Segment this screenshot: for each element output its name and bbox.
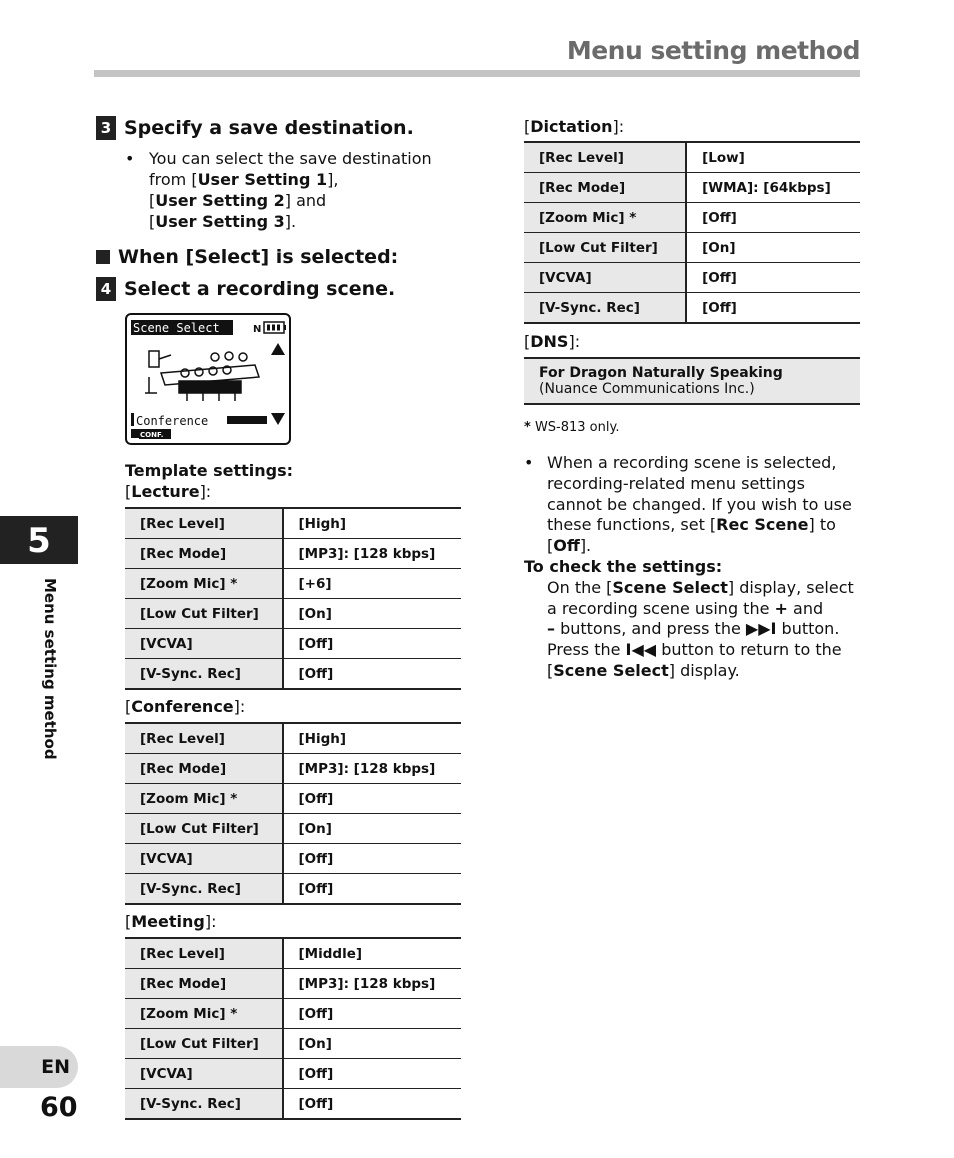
table-row: [524, 203, 860, 233]
text-run: ]:: [612, 117, 625, 136]
text-line: [547, 661, 860, 682]
text-run: ] display, select: [727, 577, 854, 597]
dns-box: [524, 357, 860, 405]
setting-value-cell: [Off]: [283, 784, 461, 814]
footnote-star: *: [524, 420, 531, 435]
scene-note-text: [547, 453, 860, 557]
dns-title: For Dragon Naturally Speaking: [539, 365, 783, 381]
text-run: [: [524, 332, 531, 351]
setting-name-cell: [Low Cut Filter]: [125, 1029, 283, 1059]
down-arrow-icon: [271, 413, 285, 425]
setting-value-cell: [On]: [283, 599, 461, 629]
text-line: [547, 599, 860, 620]
text-run: User Setting 1: [197, 170, 328, 189]
text-run: ]:: [199, 482, 212, 501]
when-select-text: When [Select] is selected:: [118, 246, 399, 268]
text-run: On the [: [547, 577, 613, 597]
text-run: cannot be changed. If you wish to use: [547, 494, 852, 514]
page-number: 60: [40, 1092, 78, 1123]
text-run: ]:: [233, 697, 246, 716]
setting-value-cell: [MP3]: [128 kbps]: [283, 539, 461, 569]
text-run: [: [149, 212, 156, 231]
lcd-folder-icon: [131, 429, 139, 438]
setting-value-cell: [On]: [686, 233, 860, 263]
text-line: [547, 619, 860, 640]
conference-table: [125, 722, 461, 905]
text-run: these functions, set [: [547, 515, 717, 535]
text-run: [: [547, 536, 554, 556]
lcd-screen: [125, 313, 291, 445]
text-line: [547, 536, 860, 557]
text-run: ] display.: [668, 660, 740, 680]
text-run: ].: [579, 536, 592, 556]
text-run: button.: [776, 619, 840, 639]
setting-name-cell: [Zoom Mic] *: [125, 784, 283, 814]
page-header-title: Menu setting method: [566, 36, 860, 65]
text-line: [547, 640, 860, 661]
text-run: [: [125, 482, 132, 501]
table-row: [524, 263, 860, 293]
step-number: 4: [96, 277, 116, 301]
setting-name-cell: [Zoom Mic] *: [125, 999, 283, 1029]
text-run: a recording scene using the: [547, 598, 775, 618]
setting-value-cell: [High]: [283, 508, 461, 539]
text-run: Scene Select: [553, 660, 669, 680]
setting-name-cell: [VCVA]: [125, 844, 283, 874]
text-run: +: [774, 598, 788, 618]
text-run: button to return to the: [656, 640, 842, 660]
setting-value-cell: [Off]: [283, 999, 461, 1029]
chapter-label-text: Menu setting method: [41, 578, 59, 760]
table-row: [524, 173, 860, 203]
step-3-heading: [96, 116, 414, 140]
lcd-scene-name: Conference: [136, 414, 209, 428]
text-run: [: [547, 660, 554, 680]
text-run: ] and: [284, 191, 327, 210]
step-title: Select a recording scene.: [124, 278, 396, 300]
text-run: Scene Select: [612, 577, 728, 597]
setting-name-cell: [V-Sync. Rec]: [125, 659, 283, 690]
table-row: [125, 629, 461, 659]
chapter-label: [33, 578, 63, 758]
setting-name-cell: [VCVA]: [125, 1059, 283, 1089]
setting-name-cell: [V-Sync. Rec]: [125, 1089, 283, 1120]
setting-value-cell: [MP3]: [128 kbps]: [283, 754, 461, 784]
template-settings-title: Template settings:: [125, 461, 294, 480]
up-arrow-icon: [271, 343, 285, 355]
text-run: recording-related menu settings: [547, 473, 805, 493]
dictation-label: [524, 117, 624, 136]
text-run: Conference: [131, 697, 234, 716]
conference-scene-icon: [145, 351, 259, 401]
table-row: [125, 754, 461, 784]
footnote-text: WS-813 only.: [530, 420, 620, 435]
setting-value-cell: [Low]: [686, 142, 860, 173]
table-row: [125, 999, 461, 1029]
setting-value-cell: [MP3]: [128 kbps]: [283, 969, 461, 999]
table-row: [524, 233, 860, 263]
text-run: and: [787, 598, 824, 618]
text-run: ].: [284, 212, 297, 231]
step-number: 3: [96, 116, 116, 140]
text-run: [: [125, 697, 132, 716]
text-run: I◀◀: [625, 640, 657, 660]
setting-value-cell: [+6]: [283, 569, 461, 599]
table-row: [524, 142, 860, 173]
table-row: [125, 874, 461, 905]
setting-name-cell: [Rec Mode]: [524, 173, 686, 203]
table-row: [125, 938, 461, 969]
text-line: [547, 578, 860, 599]
setting-name-cell: [Rec Level]: [125, 508, 283, 539]
table-row: [125, 1059, 461, 1089]
text-line: [547, 453, 860, 474]
lcd-scroll-bar: [227, 416, 267, 424]
setting-name-cell: [Low Cut Filter]: [125, 599, 283, 629]
setting-value-cell: [High]: [283, 723, 461, 754]
setting-name-cell: [Rec Mode]: [125, 969, 283, 999]
setting-value-cell: [Off]: [283, 844, 461, 874]
chapter-tab: 5: [0, 516, 78, 564]
setting-value-cell: [Off]: [283, 1089, 461, 1120]
lcd-tag: CONF.: [140, 431, 164, 439]
text-run: from [: [149, 170, 198, 189]
text-run: Press the: [547, 640, 626, 660]
text-run: User Setting 2: [155, 191, 285, 210]
text-run: buttons, and press the: [555, 619, 746, 639]
conference-label: [125, 697, 245, 716]
lcd-illustration: [127, 315, 289, 443]
setting-name-cell: [Zoom Mic] *: [125, 569, 283, 599]
table-row: [125, 539, 461, 569]
table-row: [125, 508, 461, 539]
dns-subtitle: (Nuance Communications Inc.): [539, 381, 755, 397]
setting-name-cell: [Low Cut Filter]: [524, 233, 686, 263]
text-run: User Setting 3: [155, 212, 285, 231]
setting-name-cell: [Rec Mode]: [125, 754, 283, 784]
setting-value-cell: [Middle]: [283, 938, 461, 969]
table-row: [125, 1029, 461, 1059]
text-run: [: [524, 117, 531, 136]
text-run: ],: [327, 170, 339, 189]
meeting-label: [125, 912, 217, 931]
text-line: [547, 515, 860, 536]
text-run: Off: [553, 536, 580, 556]
setting-name-cell: [V-Sync. Rec]: [524, 293, 686, 324]
check-settings-title: To check the settings:: [524, 557, 723, 576]
text-run: ]:: [568, 332, 581, 351]
footnote: [524, 420, 619, 435]
table-row: [125, 723, 461, 754]
table-row: [125, 784, 461, 814]
table-row: [125, 969, 461, 999]
text-run: ▶▶I: [745, 619, 777, 639]
text-run: –: [547, 619, 555, 639]
setting-name-cell: [Rec Level]: [125, 938, 283, 969]
setting-value-cell: [On]: [283, 1029, 461, 1059]
scene-note-bullet: [524, 453, 860, 557]
text-run: [: [149, 191, 156, 210]
lecture-table: [125, 507, 461, 690]
text-run: You can select the save destination: [149, 149, 432, 168]
setting-value-cell: [Off]: [283, 874, 461, 905]
table-row: [125, 814, 461, 844]
text-run: DNS: [530, 332, 569, 351]
dns-label: [524, 332, 580, 351]
table-row: [125, 569, 461, 599]
table-row: [125, 659, 461, 690]
text-run: ]:: [204, 912, 217, 931]
table-row: [524, 293, 860, 324]
text-run: Rec Scene: [716, 515, 809, 535]
meeting-table: [125, 937, 461, 1120]
setting-name-cell: [Zoom Mic] *: [524, 203, 686, 233]
setting-name-cell: [Rec Mode]: [125, 539, 283, 569]
setting-value-cell: [Off]: [686, 203, 860, 233]
check-settings-section: [524, 557, 860, 682]
table-row: [125, 1089, 461, 1120]
setting-value-cell: [Off]: [686, 263, 860, 293]
setting-value-cell: [WMA]: [64kbps]: [686, 173, 860, 203]
setting-value-cell: [On]: [283, 814, 461, 844]
step-3-text: [149, 148, 455, 232]
header-rule: [94, 70, 860, 77]
bullet-dot: •: [125, 149, 135, 168]
setting-value-cell: [Off]: [686, 293, 860, 324]
setting-name-cell: [VCVA]: [125, 629, 283, 659]
step-3-bullet: [125, 148, 455, 232]
check-settings-text: [547, 578, 860, 682]
setting-name-cell: [Low Cut Filter]: [125, 814, 283, 844]
lcd-cursor: [131, 413, 134, 426]
text-run: Lecture: [131, 482, 200, 501]
text-line: [547, 474, 860, 495]
lcd-mode-indicator: N: [253, 324, 262, 335]
table-row: [125, 599, 461, 629]
text-run: ] to: [808, 515, 836, 535]
lecture-label: [125, 482, 211, 501]
setting-name-cell: [VCVA]: [524, 263, 686, 293]
language-tab: EN: [0, 1046, 78, 1088]
text-run: Dictation: [530, 117, 613, 136]
battery-icon: [264, 322, 286, 333]
text-run: Meeting: [131, 912, 205, 931]
lcd-title: Scene Select: [133, 321, 220, 335]
setting-name-cell: [V-Sync. Rec]: [125, 874, 283, 905]
step-4-heading: [96, 277, 395, 301]
table-row: [125, 844, 461, 874]
setting-value-cell: [Off]: [283, 629, 461, 659]
bullet-dot: •: [524, 453, 534, 472]
text-line: [547, 495, 860, 516]
setting-value-cell: [Off]: [283, 659, 461, 690]
step-title: Specify a save destination.: [124, 117, 414, 139]
text-run: When a recording scene is selected,: [547, 453, 837, 472]
setting-value-cell: [Off]: [283, 1059, 461, 1089]
setting-name-cell: [Rec Level]: [125, 723, 283, 754]
when-select-heading: [96, 246, 398, 268]
text-run: [: [125, 912, 132, 931]
dictation-table: [524, 141, 860, 324]
setting-name-cell: [Rec Level]: [524, 142, 686, 173]
square-bullet-icon: [96, 250, 110, 264]
